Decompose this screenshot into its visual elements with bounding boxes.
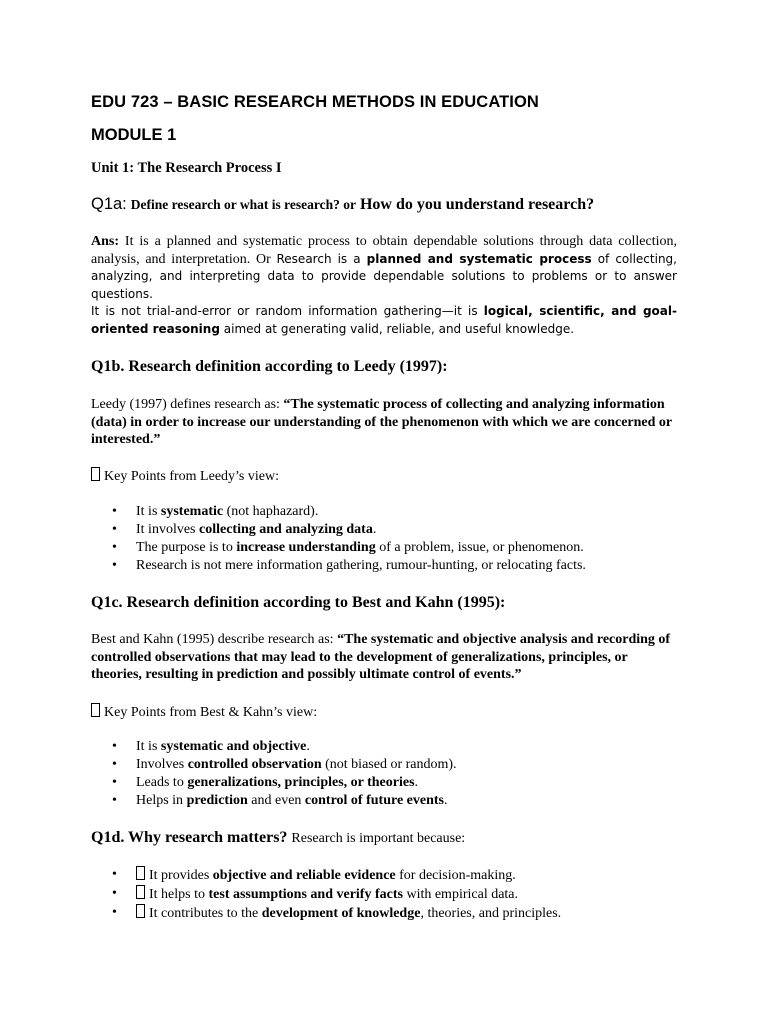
answer-bold-2: logical, scientific, and goal-oriented reasoning (91, 304, 677, 336)
list-item: • Helps in prediction and even control of future events. (91, 792, 677, 810)
best-kahn-definition (91, 631, 677, 684)
best-kahn-key-points-text: Key Points from Best & Kahn’s view: (104, 705, 318, 720)
question-q1a (91, 195, 677, 214)
answer-text-1: It is a planned and systematic process to obtain dependable solutions through data collection, analysis, and interpretation. Or (91, 234, 678, 267)
list-item: • Involves controlled observation (not biased or random). (91, 756, 677, 774)
checkbox-icon (136, 904, 145, 918)
answer-text-4a: It is not trial-and-error or random information gathering—it is (91, 304, 478, 318)
q1a-text-2: How do you understand research? (359, 196, 595, 213)
q1d-heading-text: Q1d. Why research matters? (91, 829, 288, 846)
list-item: • Research is not mere information gathering, rumour-hunting, or relocating facts. (91, 557, 677, 575)
q1a-text-1: Define research or what is research? or (130, 197, 356, 212)
leedy-intro: Leedy (1997) defines research as: (91, 397, 280, 412)
list-item: • It is systematic (not haphazard). (91, 503, 677, 521)
answer-text-3: of collecting, analyzing, and interpreting data to provide dependable solutions to problems or to answer questions. (91, 251, 677, 301)
list-item: • It involves collecting and analyzing data. (91, 521, 677, 539)
answer-label: Ans: (91, 234, 120, 249)
unit-title: Unit 1: The Research Process I (91, 160, 282, 176)
leedy-key-points-label (91, 467, 677, 485)
list-item: • It is systematic and objective. (91, 738, 677, 756)
course-title: EDU 723 – BASIC RESEARCH METHODS IN EDUCATION (91, 93, 539, 111)
q1d-subtext: Research is important because: (291, 831, 466, 846)
checkbox-icon (136, 885, 145, 899)
module-title: MODULE 1 (91, 126, 177, 144)
checkbox-icon (91, 703, 100, 717)
list-item: • It contributes to the development of knowledge, theories, and principles. (91, 904, 677, 923)
best-kahn-key-points-label (91, 703, 677, 721)
list-item: • The purpose is to increase understanding of a problem, issue, or phenomenon. (91, 539, 677, 557)
best-kahn-points-list (91, 738, 677, 810)
q1a-label: Q1a: (91, 195, 127, 213)
list-item: • It provides objective and reliable evidence for decision-making. (91, 866, 677, 885)
leedy-definition (91, 396, 677, 449)
list-item: • Leads to generalizations, principles, or theories. (91, 774, 677, 792)
answer-text-4 (91, 304, 677, 336)
answer-text-2a: Research is a (276, 251, 361, 266)
q1b-heading: Q1b. Research definition according to Leedy (1997): (91, 358, 448, 375)
leedy-points-list (91, 503, 677, 575)
q1d-heading (91, 829, 677, 847)
checkbox-icon (91, 467, 100, 481)
importance-list (91, 866, 677, 923)
answer-paragraph (91, 233, 677, 338)
checkbox-icon (136, 866, 145, 880)
list-item: • It helps to test assumptions and verify facts with empirical data. (91, 885, 677, 904)
leedy-key-points-text: Key Points from Leedy’s view: (104, 469, 279, 484)
answer-bold-1: planned and systematic process (366, 251, 592, 266)
best-kahn-quote: “The systematic and objective analysis and recording of controlled observations that may lead to the development of generalizations, principles, or theories, resulting in prediction and possibly ultimate control of events.” (91, 632, 671, 682)
answer-text-5: aimed at generating valid, reliable, and useful knowledge. (223, 321, 575, 336)
leedy-quote: “The systematic process of collecting and analyzing information (data) in order to increase our understanding of the phenomenon with which we are concerned or interested.” (91, 397, 672, 447)
best-kahn-intro: Best and Kahn (1995) describe research as: (91, 632, 334, 647)
q1c-heading: Q1c. Research definition according to Best and Kahn (1995): (91, 594, 506, 611)
